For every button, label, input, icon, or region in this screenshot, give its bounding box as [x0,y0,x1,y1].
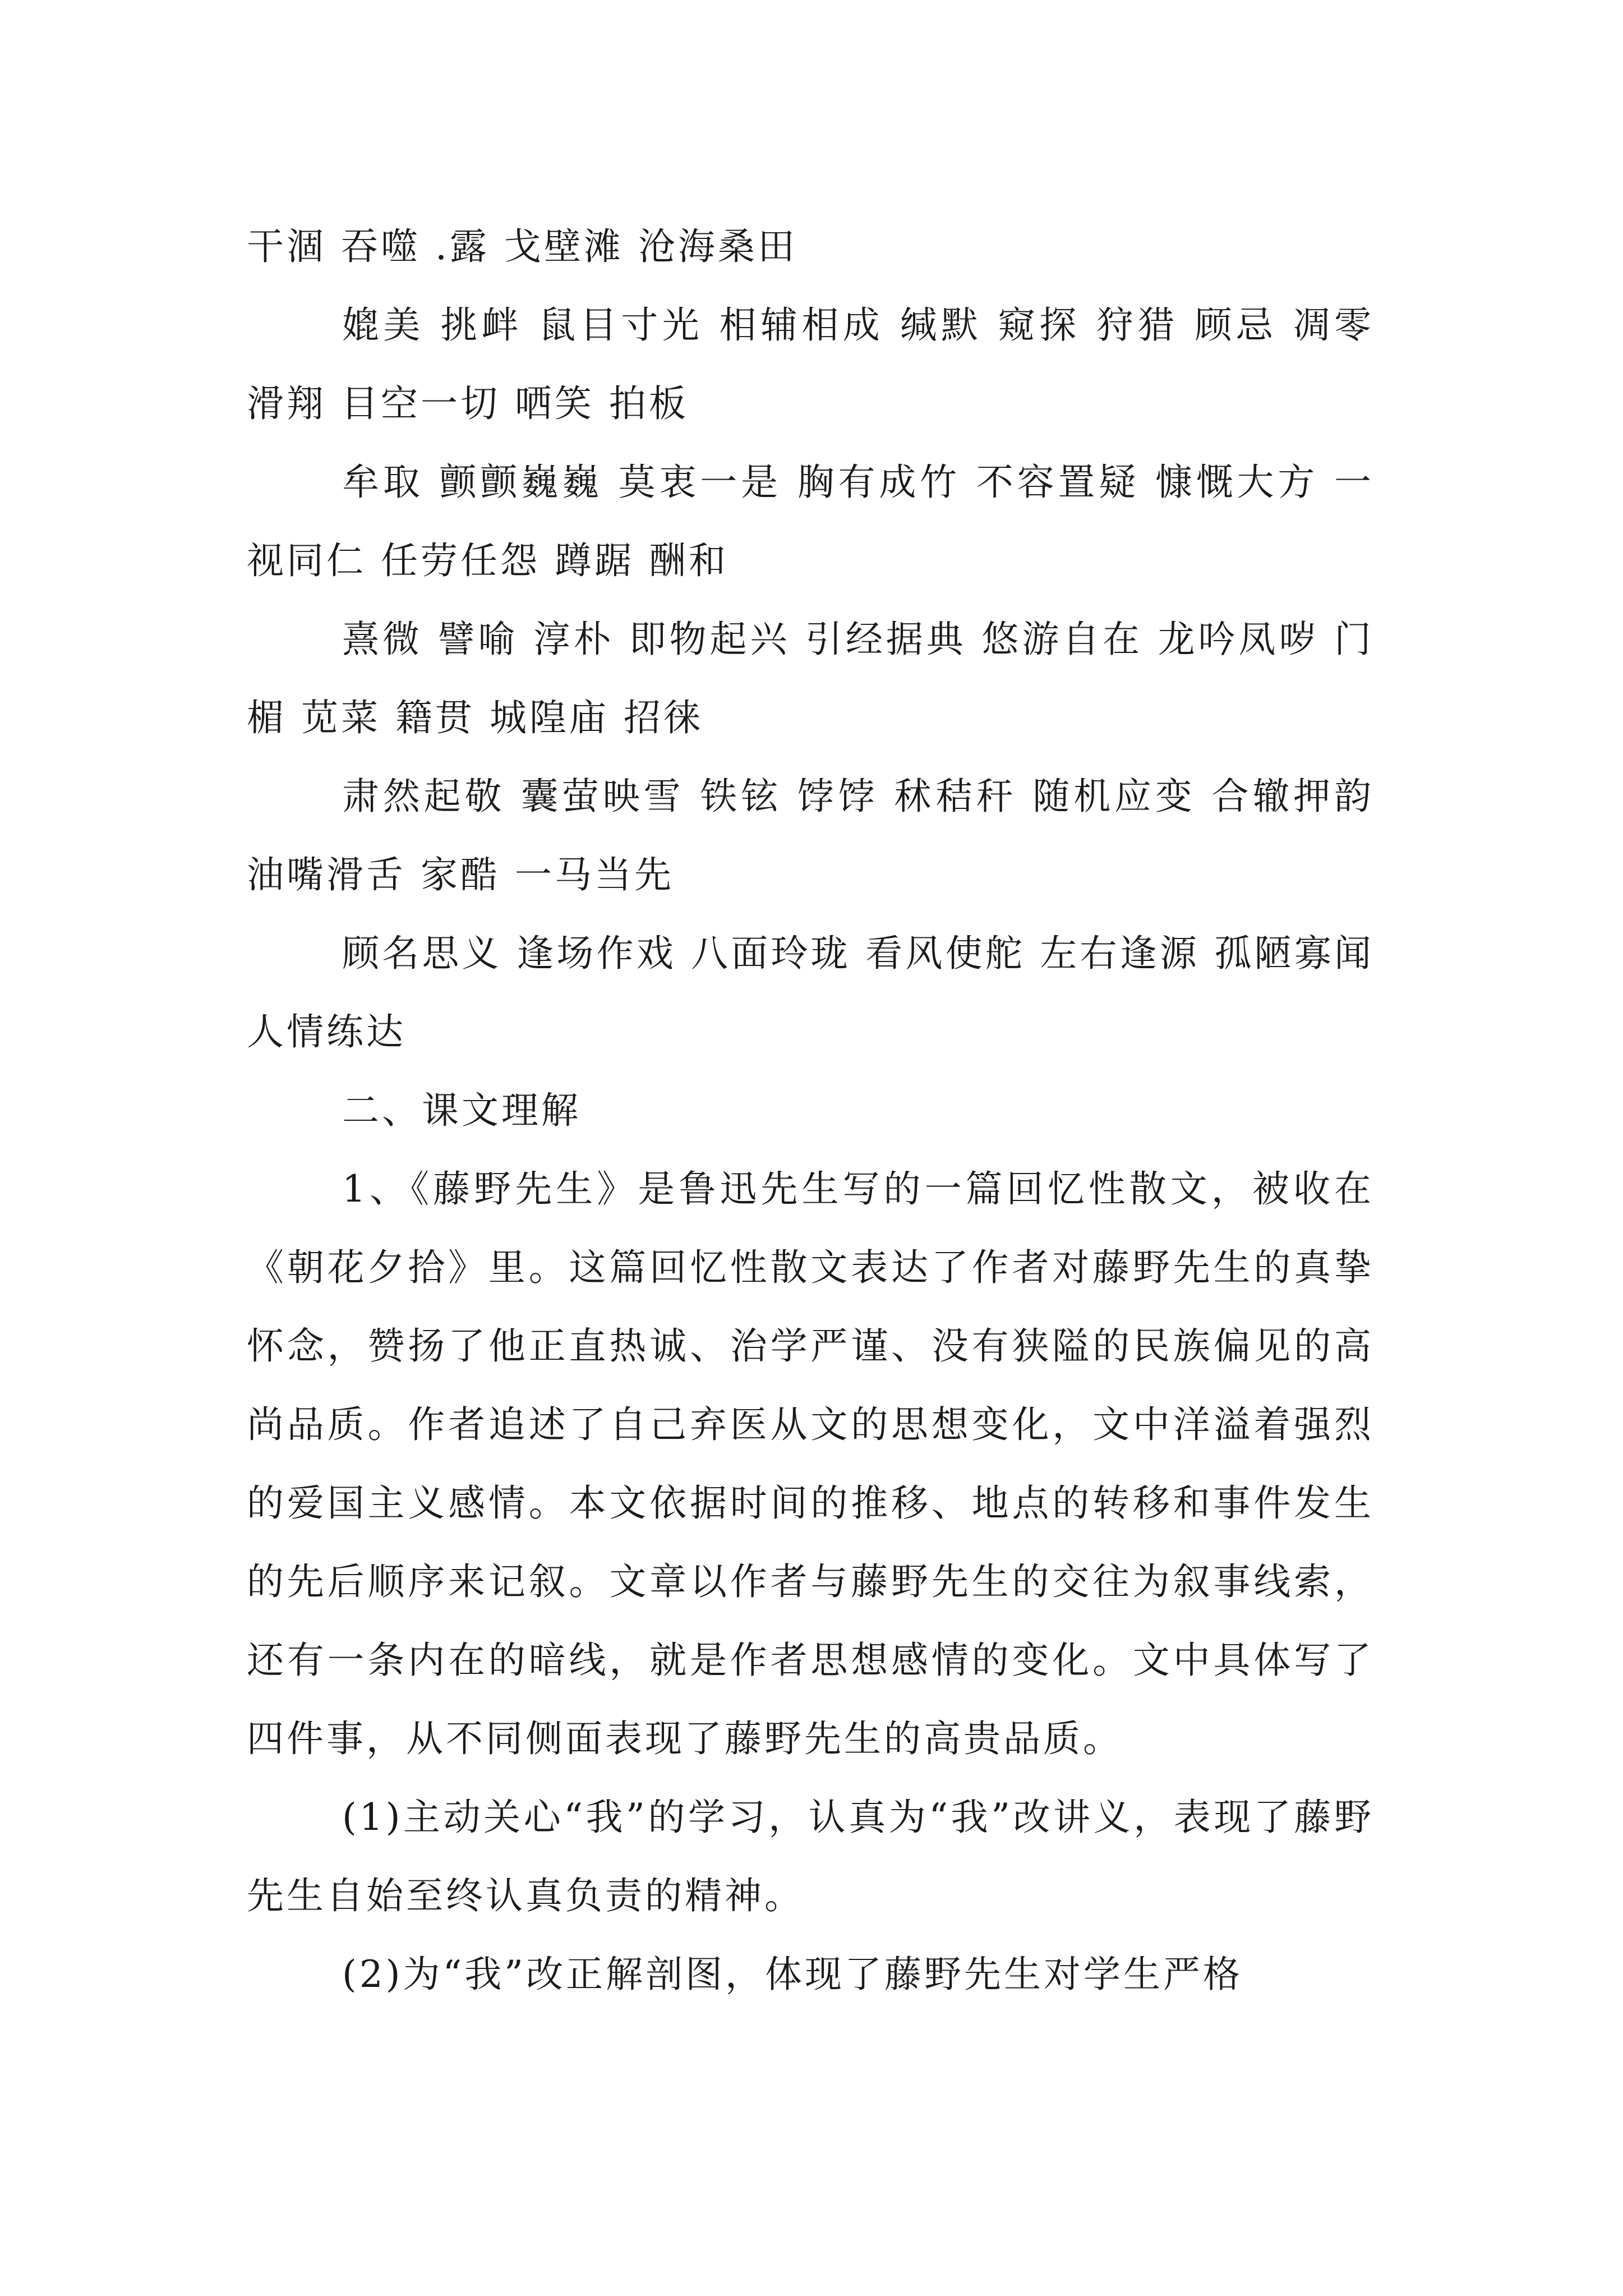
vocab-paragraph-1: 干涸 吞噬 .露 戈壁滩 沧海桑田 [247,225,797,268]
body-paragraph-1: 1、《藤野先生》是鲁迅先生写的一篇回忆性散文，被收在《朝花夕拾》里。这篇回忆性散文表达了作者对藤野先生的真挚怀念，赞扬了他正直热诚、治学严谨、没有狭隘的民族偏见的高尚品质。作者追述了自己弃医从文的思想变化，文中洋溢着强烈的爱国主义感情。本文依据时间的推移、地点的转移和事件发生的先后顺序来记叙。文章以作者与藤野先生的交往为叙事线索，还有一条内在的暗线，就是作者思想感情的变化。文中具体写了四件事，从不同侧面表现了藤野先生的高贵品质。 [247,1167,1374,1760]
vocab-paragraph-2: 媲美 挑衅 鼠目寸光 相辅相成 缄默 窥探 狩猎 顾忌 凋零 滑翔 目空一切 哂笑 拍板 [247,303,1374,425]
document-body [247,208,1374,2014]
vocab-paragraph-3: 牟取 颤颤巍巍 莫衷一是 胸有成竹 不容置疑 慷慨大方 一视同仁 任劳任怨 蹲踞 酬和 [247,461,1374,582]
vocab-paragraph-4: 熹微 譬喻 淳朴 即物起兴 引经据典 悠游自在 龙吟凤哕 门楣 苋菜 籍贯 城隍庙 招徕 [247,618,1374,739]
vocab-paragraph-6: 顾名思义 逢场作戏 八面玲珑 看风使舵 左右逢源 孤陋寡闻 人情练达 [247,932,1374,1053]
vocab-paragraph-5: 肃然起敬 囊萤映雪 铁铉 饽饽 秫秸秆 随机应变 合辙押韵 油嘴滑舌 家酷 一马当先 [247,775,1374,896]
body-paragraph-3: (2)为“我”改正解剖图，体现了藤野先生对学生严格 [342,1953,1243,1996]
body-paragraph-2: (1)主动关心“我”的学习，认真为“我”改讲义，表现了藤野先生自始至终认真负责的精神。 [247,1796,1374,1917]
section-heading: 二、课文理解 [342,1089,581,1132]
